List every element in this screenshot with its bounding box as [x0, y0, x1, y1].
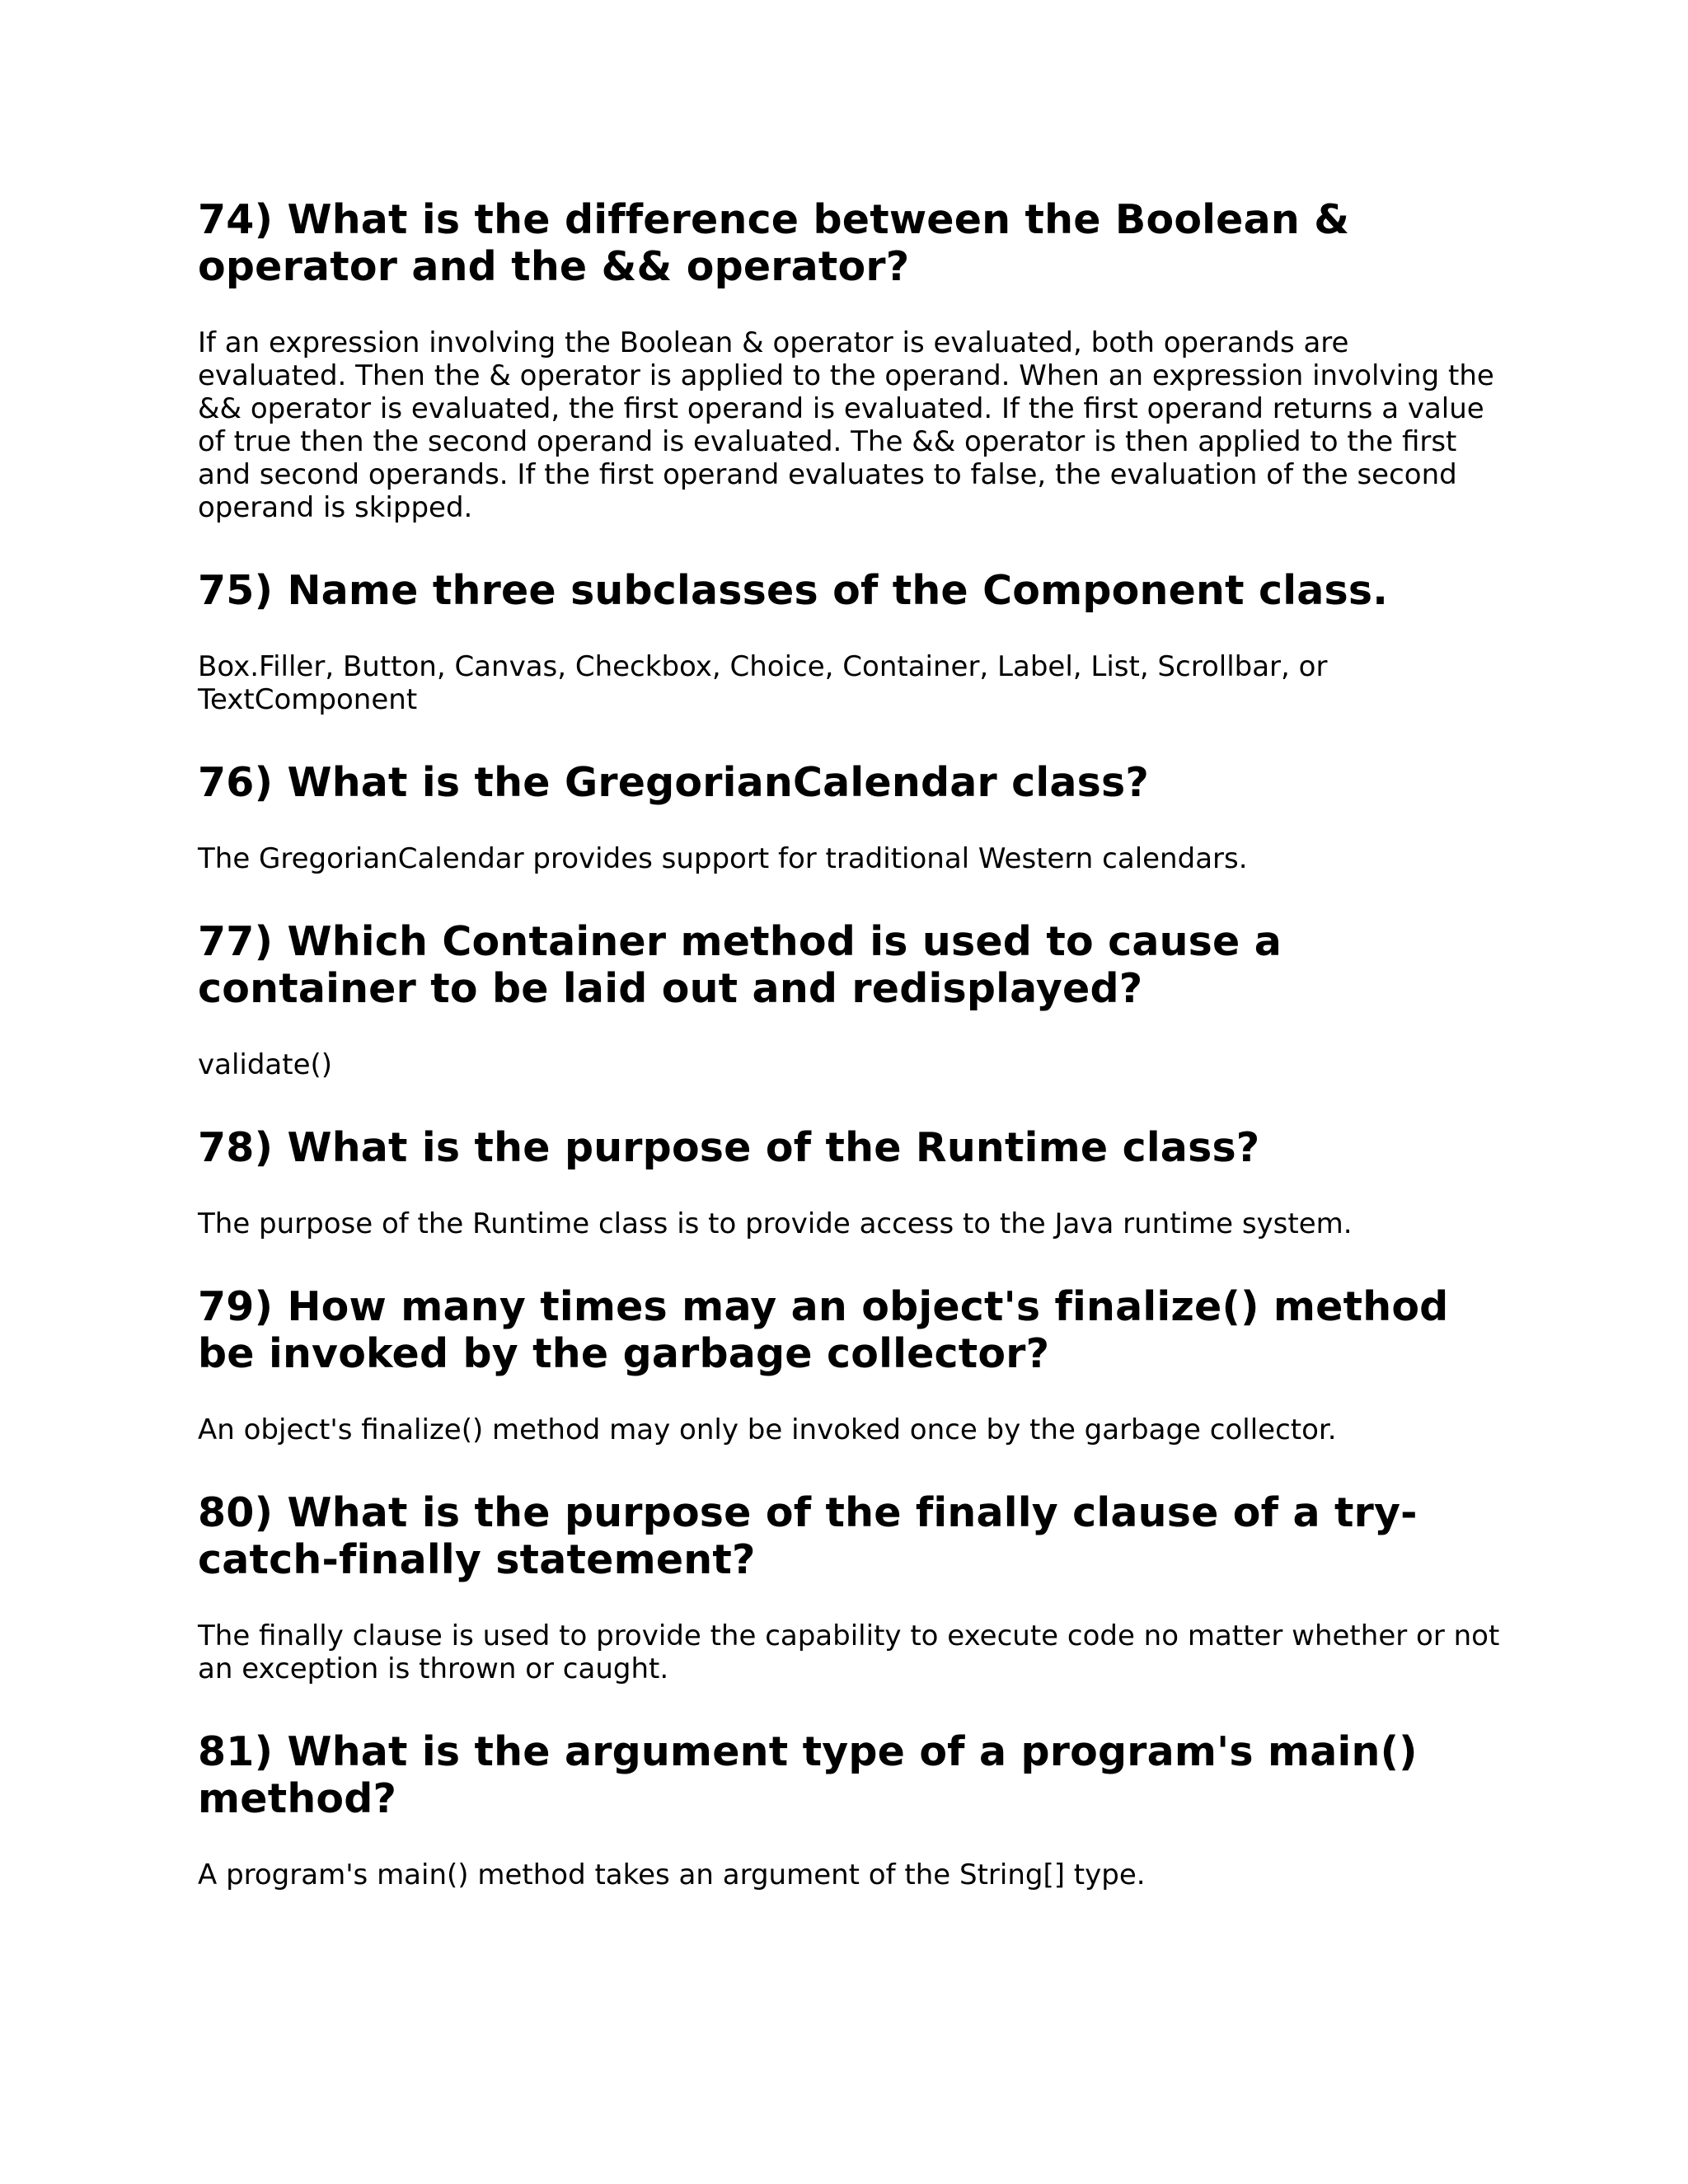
qa-item-79 [198, 1283, 1500, 1446]
answer-text: If an expression involving the Boolean & operator is evaluated, both operands are evaluated. Then the & operator is applied to the operand. When an expression involving the && operator is evaluated, the first operand is evaluated. If the first operand returns a value of true then the second operand is evaluated. The && operator is then applied to the first and second operands. If the first operand evaluates to false, the evaluation of the second operand is skipped. [198, 326, 1494, 524]
qa-item-77 [198, 918, 1500, 1081]
question-heading: 74) What is the difference between the Boolean & operator and the && operator? [198, 196, 1350, 290]
question-heading: 78) What is the purpose of the Runtime class? [198, 1124, 1260, 1171]
question-heading: 81) What is the argument type of a program's main() method? [198, 1728, 1418, 1822]
question-heading: 80) What is the purpose of the finally clause of a try-catch-finally statement? [198, 1489, 1418, 1583]
answer-text: Box.Filler, Button, Canvas, Checkbox, Choice, Container, Label, List, Scrollbar, or TextComponent [198, 650, 1328, 716]
qa-item-74 [198, 196, 1500, 524]
qa-item-81 [198, 1728, 1500, 1891]
question-heading: 77) Which Container method is used to cause a container to be laid out and redisplayed? [198, 918, 1282, 1012]
answer-text: The purpose of the Runtime class is to provide access to the Java runtime system. [198, 1207, 1353, 1240]
qa-item-78 [198, 1124, 1500, 1240]
question-heading: 76) What is the GregorianCalendar class? [198, 759, 1149, 806]
question-heading: 75) Name three subclasses of the Component class. [198, 567, 1389, 614]
answer-text: The GregorianCalendar provides support for traditional Western calendars. [198, 842, 1248, 875]
qa-item-75 [198, 567, 1500, 716]
answer-text: The finally clause is used to provide the capability to execute code no matter whether or not an exception is thrown or caught. [198, 1619, 1500, 1685]
answer-text: A program's main() method takes an argument of the String[] type. [198, 1858, 1146, 1891]
qa-item-76 [198, 759, 1500, 875]
qa-item-80 [198, 1489, 1500, 1685]
document-page [198, 196, 1500, 1934]
answer-text: validate() [198, 1048, 333, 1081]
question-heading: 79) How many times may an object's finalize() method be invoked by the garbage collector? [198, 1283, 1449, 1377]
answer-text: An object's finalize() method may only be invoked once by the garbage collector. [198, 1413, 1337, 1446]
